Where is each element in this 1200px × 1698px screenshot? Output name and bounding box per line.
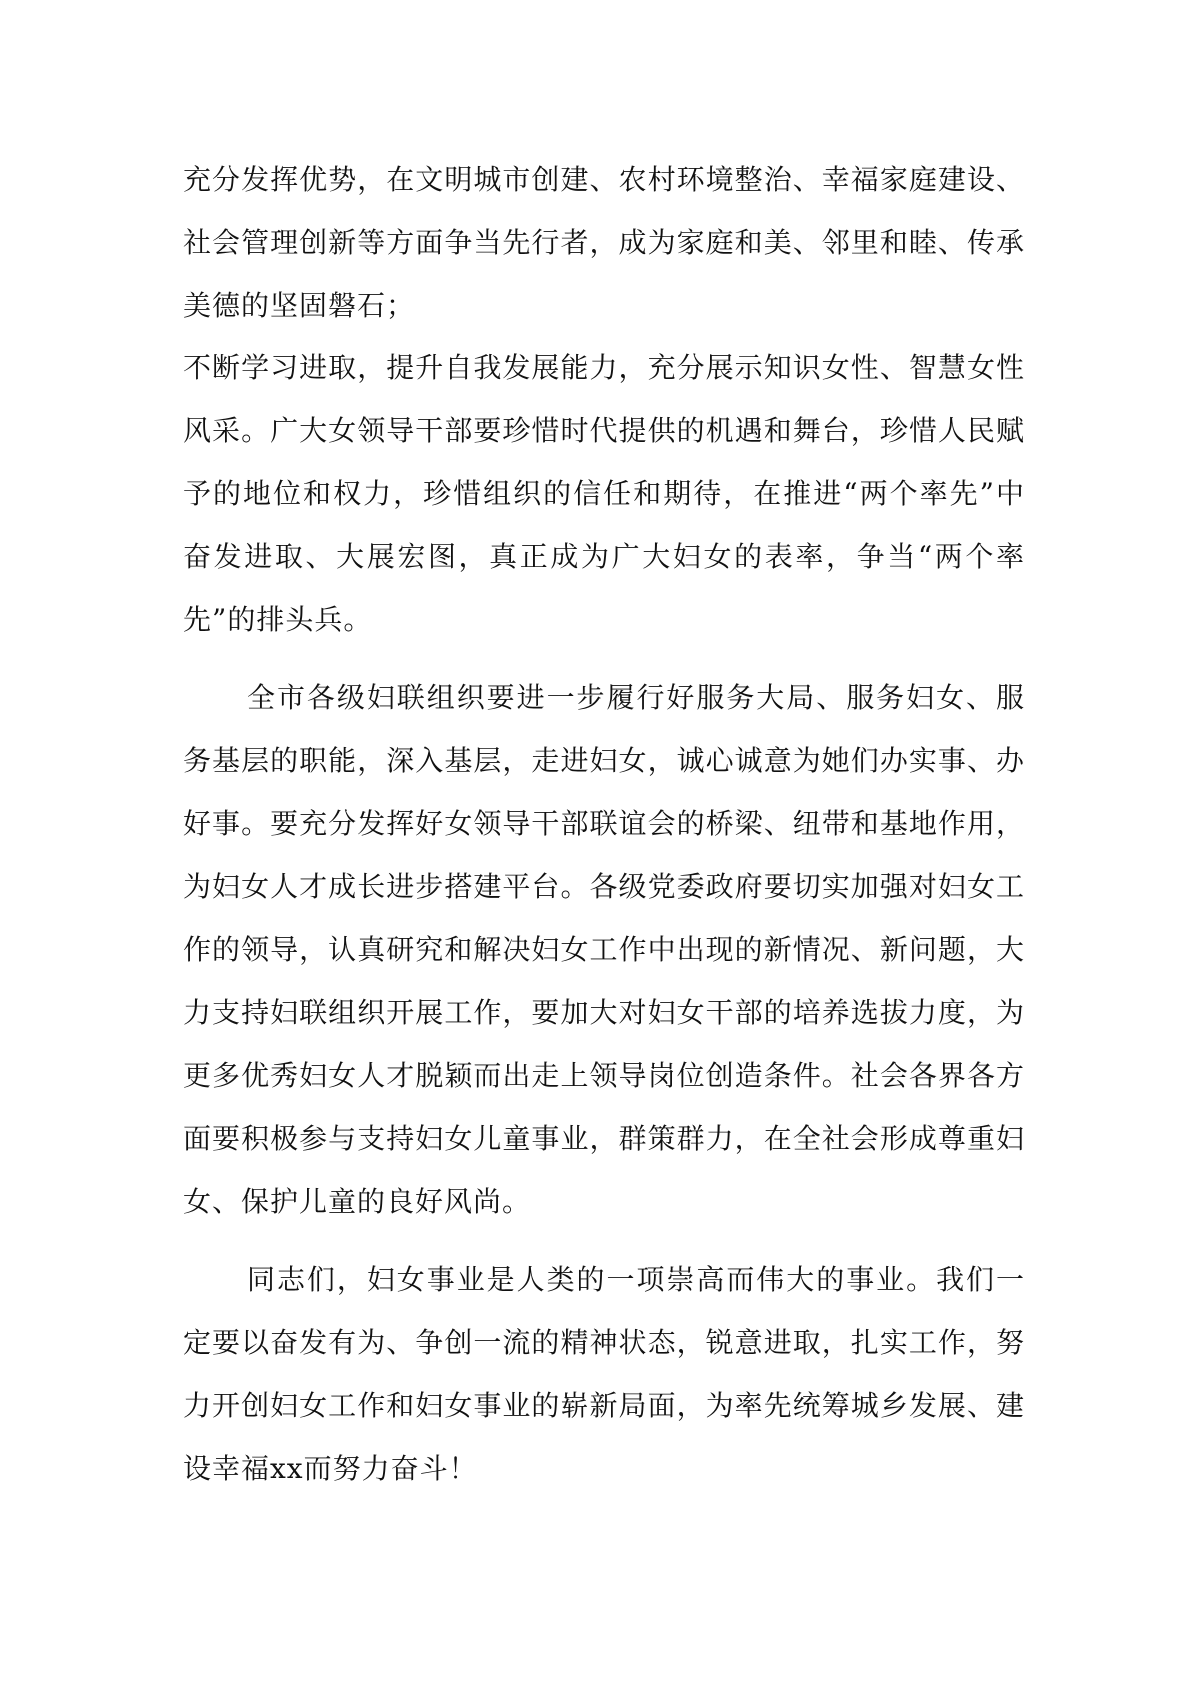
paragraph-4: 同志们，妇女事业是人类的一项崇高而伟大的事业。我们一定要以奋发有为、争创一流的精神状态，锐意进取，扎实工作，努力开创妇女工作和妇女事业的崭新局面，为率先统筹城乡发展、建设幸福xx而努力奋斗！ <box>183 1263 1025 1485</box>
paragraph-3: 全市各级妇联组织要进一步履行好服务大局、服务妇女、服务基层的职能，深入基层，走进妇女，诚心诚意为她们办实事、办好事。要充分发挥好女领导干部联谊会的桥梁、纽带和基地作用，为妇女人才成长进步搭建平台。各级党委政府要切实加强对妇女工作的领导，认真研究和解决妇女工作中出现的新情况、新问题，大力支持妇联组织开展工作，要加大对妇女干部的培养选拔力度，为更多优秀妇女人才脱颖而出走上领导岗位创造条件。社会各界各方面要积极参与支持妇女儿童事业，群策群力，在全社会形成尊重妇女、保护儿童的良好风尚。 <box>183 681 1025 1218</box>
paragraph-1: 充分发挥优势，在文明城市创建、农村环境整治、幸福家庭建设、社会管理创新等方面争当先行者，成为家庭和美、邻里和睦、传承美德的坚固磐石； <box>183 163 1025 322</box>
paragraph-2: 不断学习进取，提升自我发展能力，充分展示知识女性、智慧女性风采。广大女领导干部要珍惜时代提供的机遇和舞台，珍惜人民赋予的地位和权力，珍惜组织的信任和期待，在推进“两个率先”中奋发进取、大展宏图，真正成为广大妇女的表率，争当“两个率先”的排头兵。 <box>183 351 1025 636</box>
